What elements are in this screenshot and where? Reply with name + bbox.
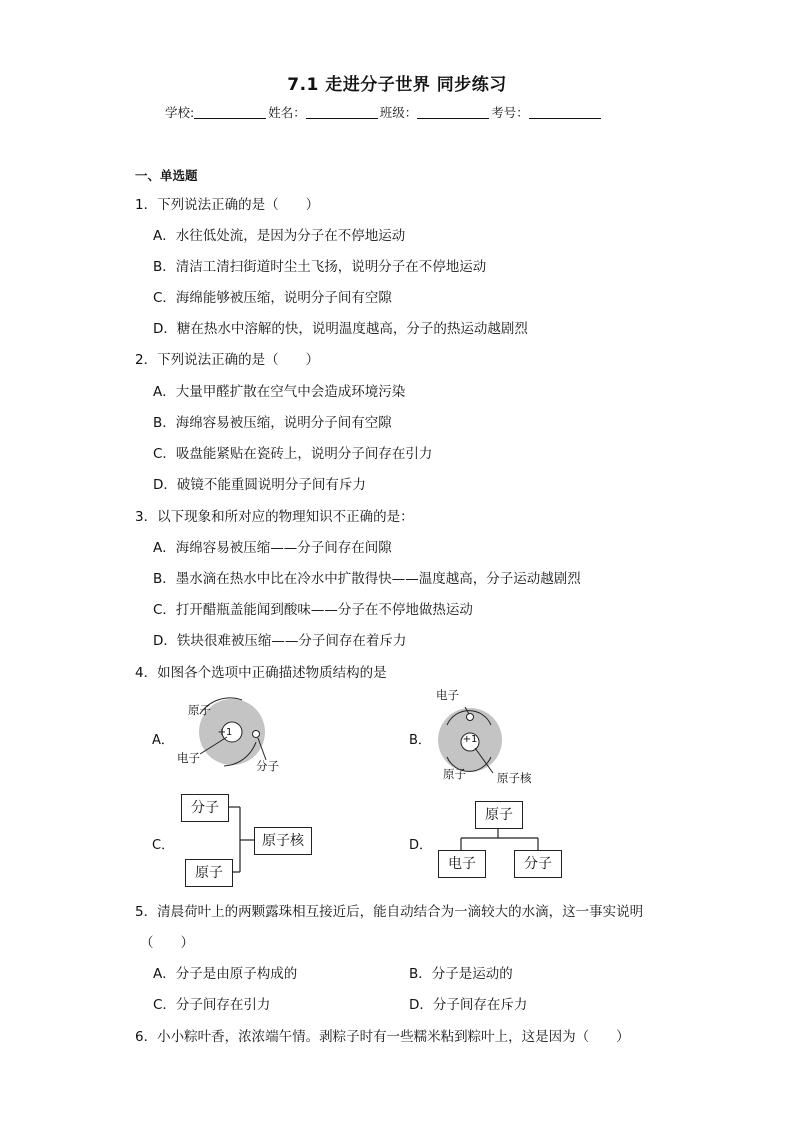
question-stem: 6．小小粽叶香，浓浓端午情。剥粽子时有一些糯米粘到粽叶上，这是因为（ ） <box>135 1029 630 1045</box>
option-b: B．墨水滴在热水中比在冷水中扩散得快——温度越高，分子运动越剧烈 <box>153 571 581 587</box>
section-title: 一、单选题 <box>135 168 198 183</box>
question-stem: 3．以下现象和所对应的物理知识不正确的是： <box>135 509 414 525</box>
option-d: D．分子间存在斥力 <box>409 997 528 1013</box>
box-molecule: 分子 <box>514 850 562 878</box>
question-stem: 5．清晨荷叶上的两颗露珠相互接近后，能自动结合为一滴较大的水滴，这一事实说明 <box>135 904 644 920</box>
option-c: C．分子间存在引力 <box>153 997 271 1013</box>
box-atom: 原子 <box>475 801 523 829</box>
electron-dot <box>253 731 260 738</box>
option-b: B．分子是运动的 <box>409 966 513 982</box>
electron-label: 电子 <box>177 751 200 765</box>
electron-dot <box>467 714 474 721</box>
nucleus-label: 原子核 <box>497 771 532 785</box>
box-atom: 原子 <box>185 859 233 887</box>
diagram-b-letter: B． <box>409 733 431 748</box>
option-a: A．水往低处流，是因为分子在不停地运动 <box>153 228 406 244</box>
diagram-c-letter: C． <box>152 838 175 853</box>
molecule-label: 分子 <box>256 759 279 773</box>
box-molecule: 分子 <box>181 794 229 822</box>
page-title: 7.1 走进分子世界 同步练习 <box>287 75 507 95</box>
question-stem: 1．下列说法正确的是（ ） <box>135 197 320 213</box>
question-stem-continuation: （ ） <box>140 935 194 951</box>
school-label: 学校: <box>165 105 195 120</box>
option-a: A．分子是由原子构成的 <box>153 966 298 982</box>
name-label: 姓名： <box>268 105 306 120</box>
school-blank <box>194 106 266 119</box>
student-info-line <box>165 103 603 121</box>
option-c: C．海绵能够被压缩，说明分子间有空隙 <box>153 290 392 306</box>
nucleus-charge: +1 <box>217 727 233 738</box>
diagram-d-letter: D． <box>409 838 433 853</box>
name-blank <box>306 106 378 119</box>
question-stem: 4．如图各个选项中正确描述物质结构的是 <box>135 665 387 681</box>
option-a: A．海绵容易被压缩——分子间存在间隙 <box>153 540 392 556</box>
box-electron: 电子 <box>438 850 486 878</box>
exam-no-label: 考号： <box>491 105 529 120</box>
option-c: C．吸盘能紧贴在瓷砖上，说明分子间存在引力 <box>153 446 433 462</box>
option-b: B．海绵容易被压缩，说明分子间有空隙 <box>153 415 392 431</box>
exam-no-blank <box>529 106 601 119</box>
question-stem: 2．下列说法正确的是（ ） <box>135 352 320 368</box>
option-d: D．糖在热水中溶解的快，说明温度越高，分子的热运动越剧烈 <box>153 321 528 337</box>
atom-label: 原子 <box>443 767 466 781</box>
electron-label: 电子 <box>436 688 459 702</box>
class-blank <box>417 106 489 119</box>
nucleus-charge: +1 <box>462 734 478 745</box>
option-d: D．铁块很难被压缩——分子间存在着斥力 <box>153 633 407 649</box>
class-label: 班级： <box>379 105 418 120</box>
box-nucleus: 原子核 <box>254 827 312 855</box>
option-a: A．大量甲醛扩散在空气中会造成环境污染 <box>153 384 406 400</box>
option-c: C．打开醋瓶盖能闻到酸味——分子在不停地做热运动 <box>153 602 473 618</box>
option-d: D．破镜不能重圆说明分子间有斥力 <box>153 477 366 493</box>
option-b: B．清洁工清扫街道时尘土飞扬，说明分子在不停地运动 <box>153 259 487 275</box>
diagram-a-letter: A． <box>152 733 174 748</box>
atom-label: 原子 <box>188 703 211 717</box>
